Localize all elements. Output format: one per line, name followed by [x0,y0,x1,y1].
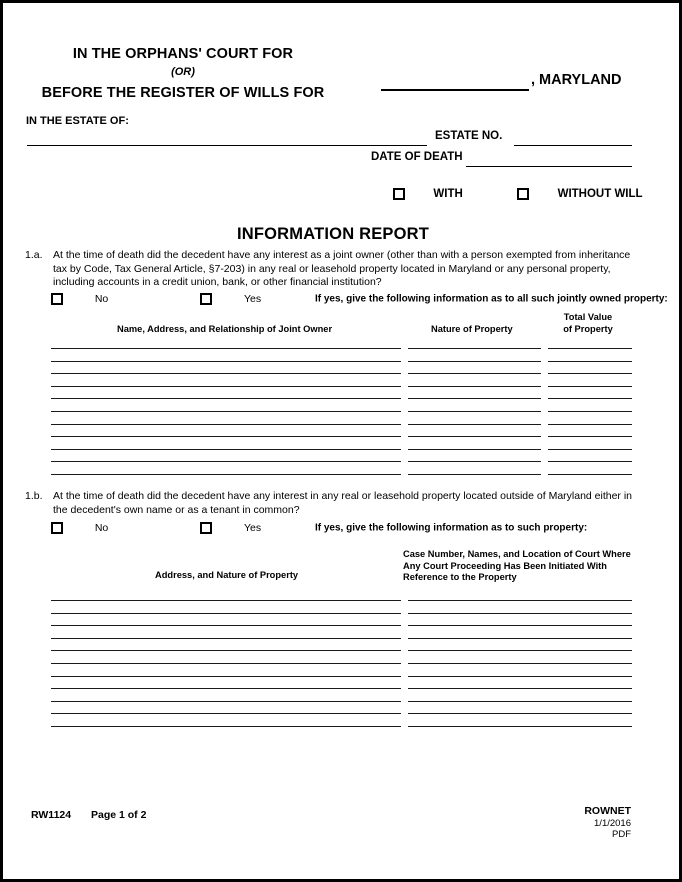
question-1a-yes-label: Yes [243,293,262,306]
footer-form-code: RW1124 [31,809,72,821]
footer-page-number: Page 1 of 2 [91,809,147,821]
register-of-wills-heading: BEFORE THE REGISTER OF WILLS FOR [41,85,325,101]
entry-line[interactable] [408,424,541,425]
entry-line[interactable] [408,625,632,626]
question-1a-text: At the time of death did the decedent have any interest as a joint owner (other than with a person exempted from inheritance tax by Code, Tax General Article, §7-203) in any real or leasehold property located in Maryland or any personal property, including accounts in a credit union, bank, or other financial institution? [53,249,631,289]
question-1a-hint: If yes, give the following information as to all such jointly owned property: [314,293,668,305]
county-input-line[interactable] [381,89,529,91]
question-1a-yes-checkbox[interactable] [200,293,212,305]
entry-line[interactable] [408,726,632,727]
question-1a-number: 1.a. [25,249,43,261]
entry-line[interactable] [51,600,401,601]
entry-line[interactable] [408,461,541,462]
question-1b-number: 1.b. [25,490,43,502]
orphans-court-heading: IN THE ORPHANS' COURT FOR [72,46,294,62]
entry-line[interactable] [51,436,401,437]
entry-line[interactable] [408,348,541,349]
entry-line[interactable] [408,411,541,412]
entry-line[interactable] [51,424,401,425]
question-1b-yes-label: Yes [243,522,262,535]
page-title: INFORMATION REPORT [236,225,430,243]
entry-line[interactable] [51,688,401,689]
entry-line[interactable] [51,361,401,362]
entry-line[interactable] [408,713,632,714]
entry-line[interactable] [51,726,401,727]
entry-line[interactable] [51,449,401,450]
entry-line[interactable] [51,701,401,702]
without-will-checkbox[interactable] [517,188,529,200]
entry-line[interactable] [548,348,632,349]
column-header-total-value-line2: of Property [563,323,613,334]
column-header-total-value-line1: Total Value [563,312,613,322]
entry-line[interactable] [408,638,632,639]
entry-line[interactable] [408,386,541,387]
entry-line[interactable] [51,663,401,664]
entry-line[interactable] [548,361,632,362]
entry-line[interactable] [51,474,401,475]
state-label: , MARYLAND [531,72,622,88]
entry-line[interactable] [51,461,401,462]
column-header-nature-of-property: Nature of Property [431,324,513,334]
entry-line[interactable] [408,436,541,437]
entry-line[interactable] [408,474,541,475]
entry-line[interactable] [51,398,401,399]
entry-line[interactable] [51,638,401,639]
question-1b-no-checkbox[interactable] [51,522,63,534]
or-separator-label: (OR) [171,66,195,78]
entry-line[interactable] [408,398,541,399]
entry-line[interactable] [408,676,632,677]
entry-line[interactable] [51,411,401,412]
entry-line[interactable] [51,625,401,626]
footer-meta [584,806,631,841]
form-sheet [3,3,679,879]
entry-line[interactable] [51,386,401,387]
entry-line[interactable] [408,688,632,689]
entry-line[interactable] [51,613,401,614]
date-of-death-label: DATE OF DEATH [371,151,463,163]
estate-name-input-line[interactable] [27,145,427,146]
question-1a-answer-row [51,293,668,305]
question-1b-no-label: No [94,522,109,535]
question-1a-no-label: No [94,293,109,306]
without-will-label: WITHOUT WILL [557,188,643,200]
footer-format: PDF [612,829,631,840]
column-header-total-value [559,312,617,335]
entry-line[interactable] [408,701,632,702]
column-header-address-nature: Address, and Nature of Property [155,570,299,580]
entry-line[interactable] [408,663,632,664]
entry-line[interactable] [548,436,632,437]
entry-line[interactable] [408,650,632,651]
question-1b-answer-row [51,522,587,534]
column-header-joint-owner: Name, Address, and Relationship of Joint Owner [117,324,333,334]
entry-line[interactable] [548,411,632,412]
footer-version-date: 1/1/2016 [594,817,631,829]
estate-number-label: ESTATE NO. [435,130,503,142]
entry-line[interactable] [51,650,401,651]
entry-line[interactable] [408,613,632,614]
estate-number-input-line[interactable] [514,145,632,146]
entry-line[interactable] [51,373,401,374]
footer-system-name: ROWNET [584,805,631,817]
date-of-death-input-line[interactable] [466,166,632,167]
entry-line[interactable] [548,474,632,475]
entry-line[interactable] [51,676,401,677]
entry-line[interactable] [51,713,401,714]
entry-line[interactable] [548,461,632,462]
entry-line[interactable] [548,449,632,450]
with-will-checkbox[interactable] [393,188,405,200]
entry-line[interactable] [548,386,632,387]
entry-line[interactable] [408,449,541,450]
entry-line[interactable] [408,373,541,374]
entry-line[interactable] [408,361,541,362]
question-1a-no-checkbox[interactable] [51,293,63,305]
entry-line[interactable] [51,348,401,349]
question-1b-yes-checkbox[interactable] [200,522,212,534]
estate-of-label: IN THE ESTATE OF: [26,115,129,127]
question-1b-text: At the time of death did the decedent have any interest in any real or leasehold property located outside of Maryland either in the decedent's own name or as a tenant in common? [53,490,633,516]
entry-line[interactable] [548,398,632,399]
entry-line[interactable] [548,373,632,374]
will-status-row [393,188,643,200]
entry-line[interactable] [408,600,632,601]
column-header-case-number: Case Number, Names, and Location of Court Where Any Court Proceeding Has Been Initiated With Reference to the Property [403,549,631,582]
with-will-label: WITH [433,188,463,200]
entry-line[interactable] [548,424,632,425]
question-1b-hint: If yes, give the following information as to such property: [314,522,588,534]
